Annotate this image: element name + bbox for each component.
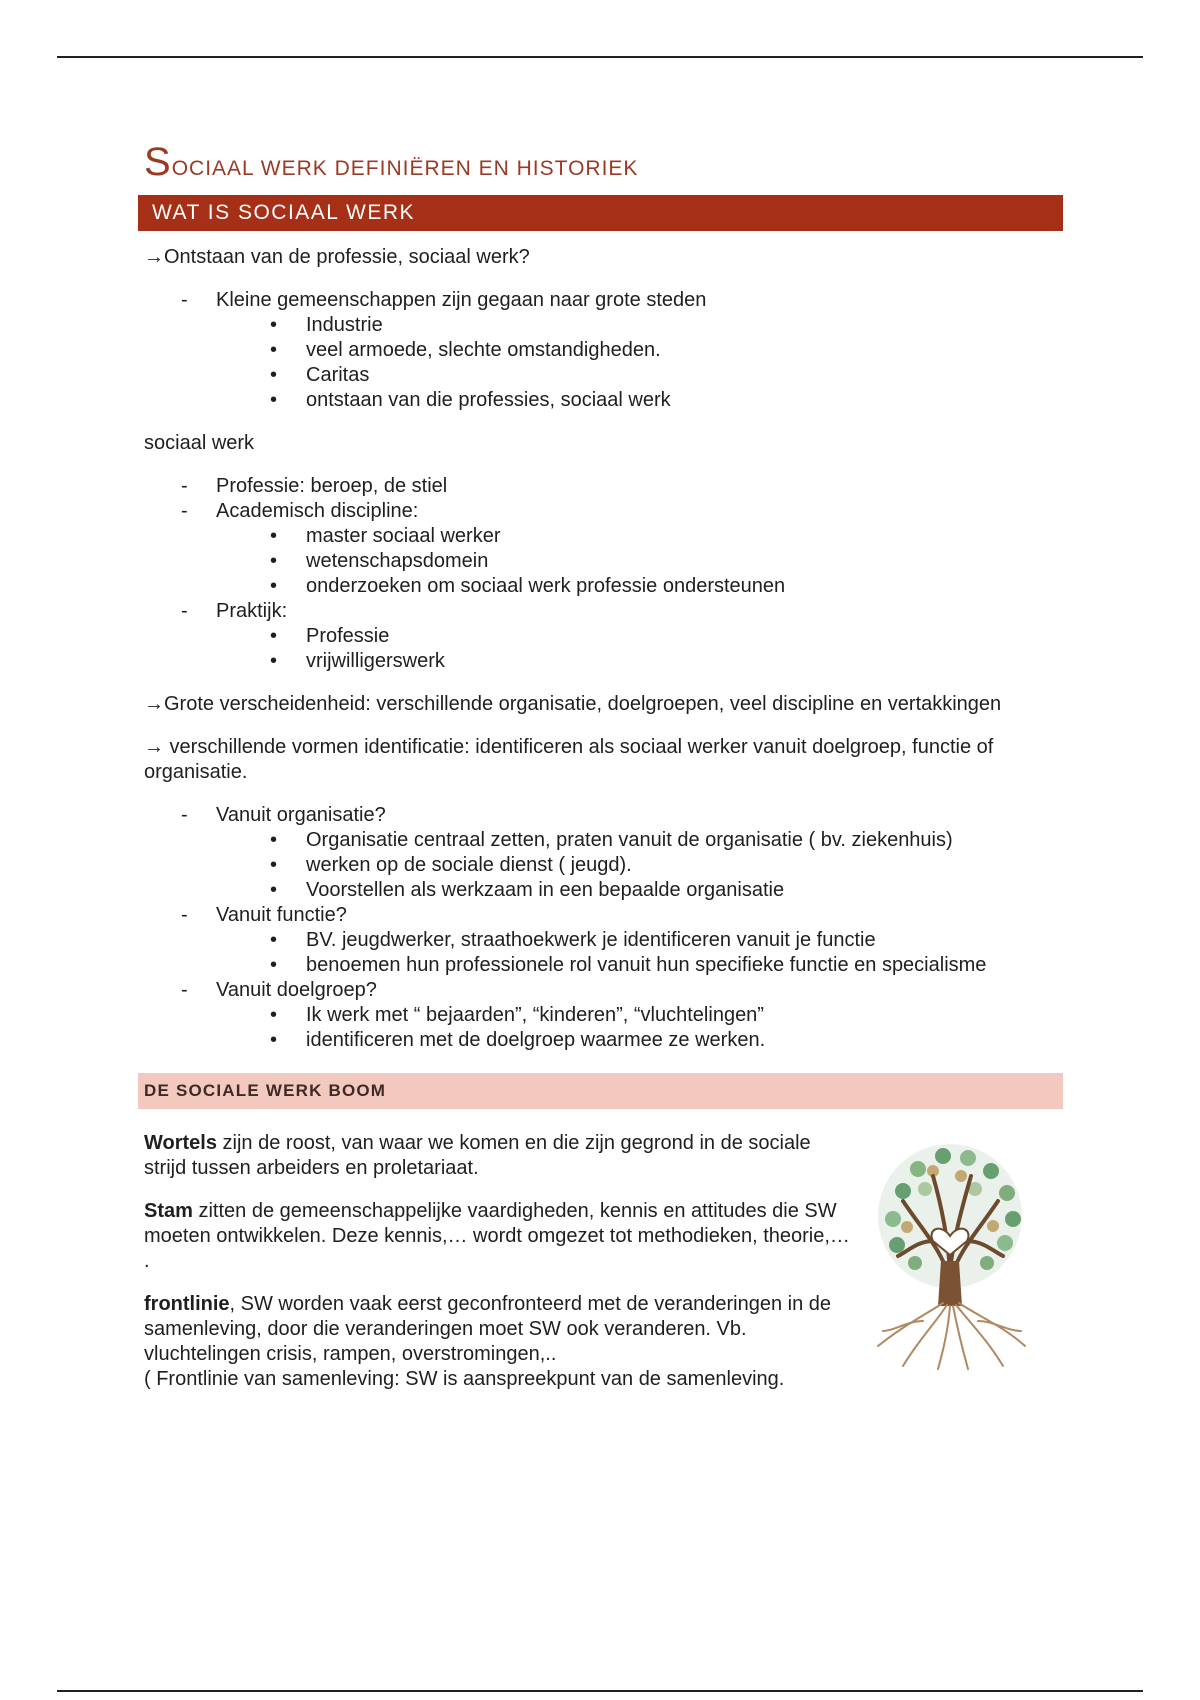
list-item: • werken op de sociale dienst ( jeugd). — [138, 853, 1063, 878]
paragraph-stam: Stam zitten de gemeenschappelijke vaardigheden, kennis en attitudes die SW moeten ontwikkelen. Deze kennis,… wordt omgezet tot methodieken, theorie,… . — [144, 1200, 850, 1272]
sociaal-werk-label: sociaal werk — [144, 432, 255, 454]
list-item: • wetenschapsdomein — [138, 549, 1063, 574]
list-identificatie — [138, 803, 1063, 1053]
intro-line: →Ontstaan van de professie, sociaal werk? — [144, 246, 530, 268]
list-item: - Academisch discipline: • master sociaal werker • wetenschapsdomein • onderzoeken om sociaal werk professie ondersteunen — [138, 499, 1063, 599]
list-item: - Kleine gemeenschappen zijn gegaan naar grote steden • Industrie • veel armoede, slechte omstandigheden. • Caritas • ontstaan van die professies, sociaal werk — [138, 288, 1063, 413]
list-item: • Professie — [138, 624, 1063, 649]
top-rule — [57, 56, 1143, 58]
list-item: - Vanuit organisatie? • Organisatie centraal zetten, praten vanuit de organisatie ( bv. ziekenhuis) • werken op de sociale dienst ( jeugd). • Voorstellen als werkzaam in een bepaalde organisatie — [138, 803, 1063, 903]
paragraph-identificatie: → verschillende vormen identificatie: identificeren als sociaal werker vanuit doelgroep, functie of organisatie. — [144, 736, 994, 783]
title-text: OCIAAL WERK DEFINIËREN EN HISTORIEK — [171, 157, 639, 180]
list-item: • Caritas — [138, 363, 1063, 388]
section-heading-sociale-werk-boom: DE SOCIALE WERK BOOM — [138, 1073, 1063, 1109]
document-page — [138, 140, 1063, 1392]
tree-of-life-illustration — [863, 1131, 1038, 1371]
list-item: • Ik werk met “ bejaarden”, “kinderen”, “vluchtelingen” — [138, 1003, 1063, 1028]
list-item: • identificeren met de doelgroep waarmee ze werken. — [138, 1028, 1063, 1053]
list-item: • Industrie — [138, 313, 1063, 338]
list-item: - Praktijk: • Professie • vrijwilligerswerk — [138, 599, 1063, 674]
list-item: • benoemen hun professionele rol vanuit hun specifieke functie en specialisme — [138, 953, 1063, 978]
paragraph-verscheidenheid: →Grote verscheidenheid: verschillende organisatie, doelgroepen, veel discipline en vertakkingen — [144, 693, 1002, 715]
paragraph-wortels: Wortels zijn de roost, van waar we komen en die zijn gegrond in de sociale strijd tussen arbeiders en proletariaat. — [144, 1132, 811, 1179]
list-item: • Organisatie centraal zetten, praten vanuit de organisatie ( bv. ziekenhuis) — [138, 828, 1063, 853]
paragraph-frontlinie: frontlinie, SW worden vaak eerst geconfronteerd met de veranderingen in de samenleving, door die veranderingen moet SW ook veranderen. Vb. vluchtelingen crisis, rampen, overstromingen,.. — [144, 1293, 832, 1365]
list-item: - Vanuit doelgroep? • Ik werk met “ bejaarden”, “kinderen”, “vluchtelingen” • identificeren met de doelgroep waarmee ze werken. — [138, 978, 1063, 1053]
section-heading-wat-is-sociaal-werk: WAT IS SOCIAAL WERK — [138, 195, 1063, 231]
list-item: • BV. jeugdwerker, straathoekwerk je identificeren vanuit je functie — [138, 928, 1063, 953]
list-item: • Voorstellen als werkzaam in een bepaalde organisatie — [138, 878, 1063, 903]
list-item: • ontstaan van die professies, sociaal werk — [138, 388, 1063, 413]
boom-section — [138, 1131, 1063, 1392]
list-ontstaan — [138, 288, 1063, 413]
list-item: • vrijwilligerswerk — [138, 649, 1063, 674]
paragraph-frontlinie-note: ( Frontlinie van samenleving: SW is aanspreekpunt van de samenleving. — [144, 1368, 785, 1390]
list-item: - Vanuit functie? • BV. jeugdwerker, straathoekwerk je identificeren vanuit je functie • benoemen hun professionele rol vanuit hun specifieke functie en specialisme — [138, 903, 1063, 978]
title-initial: S — [144, 140, 172, 184]
page-title — [144, 140, 1063, 185]
list-item: • veel armoede, slechte omstandigheden. — [138, 338, 1063, 363]
list-item: - Professie: beroep, de stiel — [138, 474, 1063, 499]
list-item: • master sociaal werker — [138, 524, 1063, 549]
list-sociaal-werk — [138, 474, 1063, 674]
list-item: • onderzoeken om sociaal werk professie ondersteunen — [138, 574, 1063, 599]
bottom-rule — [57, 1690, 1143, 1692]
